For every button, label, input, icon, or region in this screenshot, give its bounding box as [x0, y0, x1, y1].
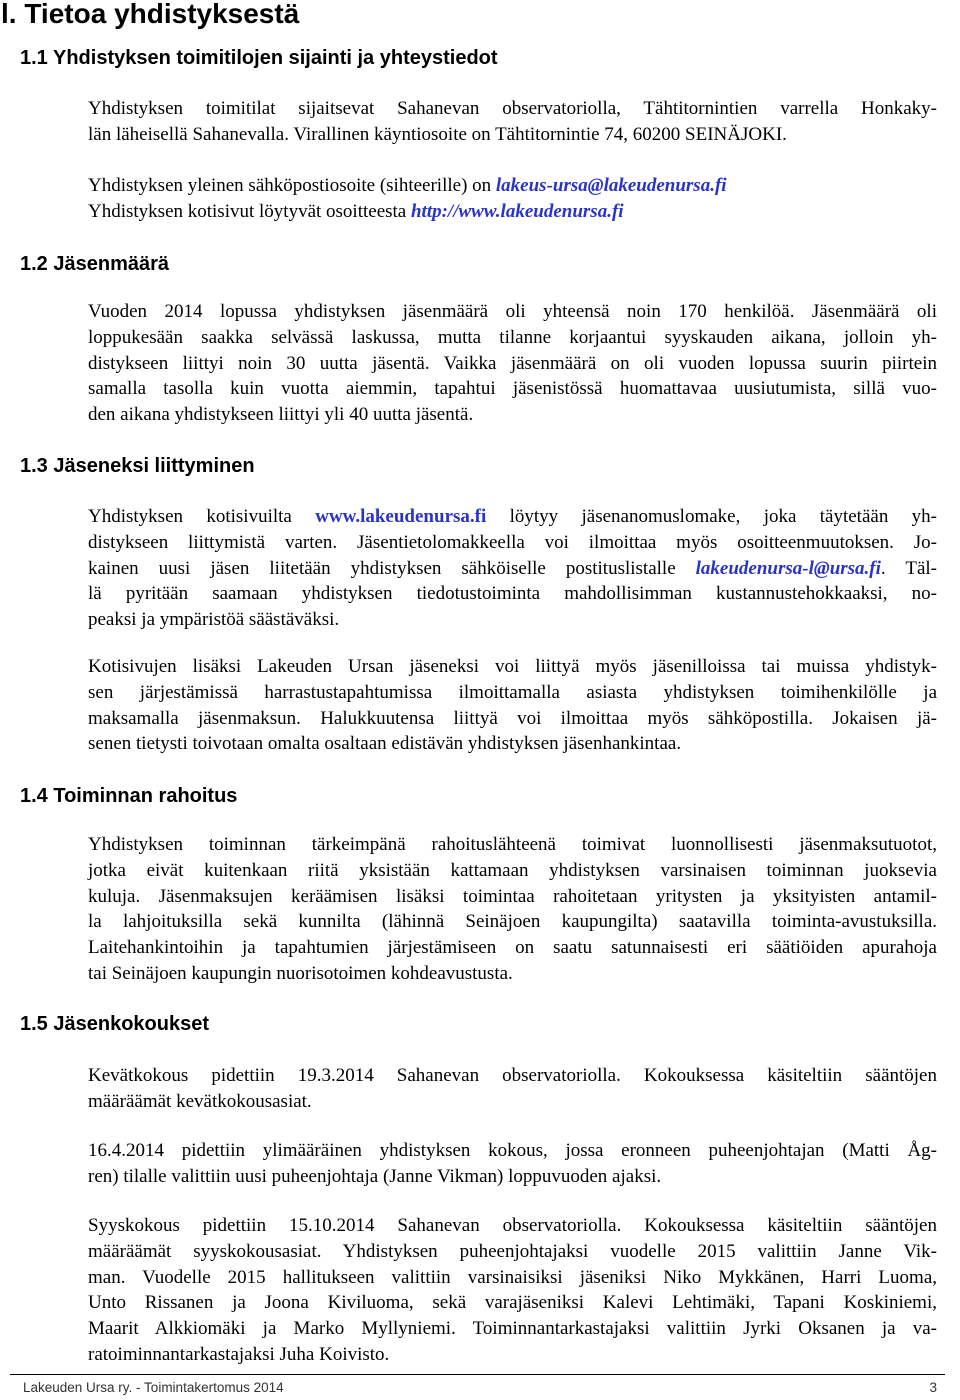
text-fragment: kainen uusi jäsen liitetään yhdistyksen sähköiselle postituslistalle — [88, 557, 676, 579]
heading-1-1: 1.1 Yhdistyksen toimitilojen sijainti ja yhteystiedot — [20, 47, 498, 69]
text-line: ratoiminnantarkastajaksi Juha Koivisto. — [88, 1343, 390, 1365]
text-line: distykseen liittyi noin 30 uutta jäsentä. Vaikka jäsenmäärä on oli vuoden lopussa suurin piirtein — [88, 352, 937, 374]
page-title: l. Tietoa yhdistyksestä — [1, 0, 300, 29]
text-line: Yhdistyksen toimitilat sijaitsevat Sahanevan observatoriolla, Tähtitornintien varrella Honkaky- — [88, 98, 937, 119]
text-line: ren) tilalle valittiin uusi puheenjohtaja (Janne Vikman) loppuvuoden ajaksi. — [88, 1165, 662, 1187]
s1-paragraph-location — [88, 96, 937, 148]
text-line: distykseen liittymistä varten. Jäsentietolomakkeella voi ilmoittaa myös osoitteenmuutoksen. Jo- — [88, 531, 937, 553]
heading-1-5: 1.5 Jäsenkokoukset — [20, 1013, 209, 1035]
text-line — [88, 504, 937, 530]
s5-paragraph-3 — [88, 1213, 937, 1368]
text-line: määräämät syyskokousasiat. Yhdistyksen puheenjohtajaksi vuodelle 2015 valittiin Janne Vik- — [88, 1240, 937, 1262]
web-label: Yhdistyksen kotisivut löytyvät osoitteesta — [88, 200, 407, 222]
page-number: 3 — [929, 1380, 937, 1395]
text-line: man. Vuodelle 2015 hallitukseen valittiin varsinaisiksi jäseniksi Niko Mykkänen, Harri Luoma, — [88, 1266, 937, 1288]
web-line — [88, 199, 937, 225]
text-line: kuluja. Jäsenmaksujen keräämisen lisäksi toimintaa rahoitetaan yritysten ja yksityisten antamil- — [88, 885, 937, 907]
footer-title: Lakeuden Ursa ry. - Toimintakertomus 2014 — [23, 1380, 284, 1395]
text-line: samalla tasolla kuin vuotta aiemmin, tapahtui jäsenistössä huomattavaa uusiutumista, sillä vuo- — [88, 378, 937, 400]
text-line: den aikana yhdistykseen liittyi yli 40 uutta jäsentä. — [88, 404, 474, 426]
s1-paragraph-contacts — [88, 173, 937, 225]
heading-1-4: 1.4 Toiminnan rahoitus — [20, 785, 238, 807]
text-line: Syyskokous pidettiin 15.10.2014 Sahanevan observatoriolla. Kokouksessa käsiteltiin sääntöjen — [88, 1215, 937, 1236]
mailing-list-link[interactable]: lakeudenursa-l@ursa.fi — [695, 557, 881, 579]
text-line: Vuoden 2014 lopussa yhdistyksen jäsenmäärä oli yhteensä noin 170 henkilöä. Jäsenmäärä oli — [88, 301, 937, 322]
email-label: Yhdistyksen yleinen sähköpostiosoite (sihteerille) on — [88, 175, 492, 196]
text-line: loppukesään saakka selvässä laskussa, mutta tilanne korjaantui syyskauden aikana, jolloin yh- — [88, 326, 937, 348]
heading-1-2: 1.2 Jäsenmäärä — [20, 253, 170, 275]
text-line: sen järjestämissä harrastustapahtumissa ilmoittamalla asiasta yhdistyksen toimihenkilölle ja — [88, 681, 937, 703]
s3-paragraph-2 — [88, 654, 937, 757]
s5-paragraph-2 — [88, 1138, 937, 1190]
text-line: Laitehankintoihin ja tapahtumien järjestämiseen on saatu satunnaisesti eri säätiöiden apurahoja — [88, 937, 937, 959]
text-line: lä pyritään saamaan yhdistyksen tiedotustoiminta mahdollisimman kustannustehokkaaksi, no- — [88, 583, 937, 605]
text-line — [88, 556, 937, 582]
text-line: määräämät kevätkokousasiat. — [88, 1090, 312, 1112]
s2-paragraph — [88, 299, 937, 428]
text-line: peaksi ja ympäristöä säästäväksi. — [88, 609, 340, 631]
footer-divider — [10, 1374, 945, 1375]
s4-paragraph — [88, 832, 937, 987]
text-fragment: Yhdistyksen kotisivuilta — [88, 506, 292, 527]
text-line: Yhdistyksen toiminnan tärkeimpänä rahoituslähteenä toimivat luonnollisesti jäsenmaksutuotot, — [88, 834, 937, 855]
heading-1-3: 1.3 Jäseneksi liittyminen — [20, 455, 255, 477]
website-link[interactable]: www.lakeudenursa.fi — [315, 506, 487, 527]
email-line — [88, 173, 937, 199]
text-line: jotka eivät kuitenkaan riitä yksistään kattamaan yhdistyksen varsinaisen toiminnan juoksevia — [88, 859, 937, 881]
text-line: tai Seinäjoen kaupungin nuorisotoimen kohdeavustusta. — [88, 962, 513, 984]
text-line: Unto Rissanen ja Joona Kiviluoma, sekä varajäseniksi Kalevi Lehtimäki, Tapani Koskiniemi, — [88, 1292, 937, 1314]
text-line: län läheisellä Sahanevalla. Virallinen käyntiosoite on Tähtitornintie 74, 60200 SEINÄJOKI. — [88, 123, 787, 145]
text-line: la lahjoituksilla sekä kunnilta (lähinnä Seinäjoen kaupungilta) saatavilla toiminta-avustuksilla. — [88, 911, 937, 933]
text-line: Kevätkokous pidettiin 19.3.2014 Sahanevan observatoriolla. Kokouksessa käsiteltiin sääntöjen — [88, 1065, 937, 1086]
text-line: Maarit Alkkiomäki ja Marko Myllyniemi. Toiminnantarkastajaksi valittiin Jyrki Oksanen ja va- — [88, 1318, 937, 1340]
s5-paragraph-1 — [88, 1063, 937, 1115]
text-line: maksamalla jäsenmaksun. Halukkuutensa liittyä voi ilmoittaa myös sähköpostilla. Jokaisen jä- — [88, 707, 937, 729]
text-line: 16.4.2014 pidettiin ylimääräinen yhdistyksen kokous, jossa eronneen puheenjohtajan (Matti Åg- — [88, 1140, 937, 1161]
website-link[interactable]: http://www.lakeudenursa.fi — [410, 200, 624, 222]
text-fragment: . Täl- — [880, 557, 937, 579]
text-line: senen tietysti toivotaan omalta osaltaan edistävän yhdistyksen jäsenhankintaa. — [88, 733, 682, 755]
email-link[interactable]: lakeus-ursa@lakeudenursa.fi — [495, 175, 727, 196]
s3-paragraph-1 — [88, 504, 937, 633]
text-line: Kotisivujen lisäksi Lakeuden Ursan jäseneksi voi liittyä myös jäsenilloissa tai muissa yhdistyk- — [88, 656, 937, 677]
text-fragment: löytyy jäsenanomuslomake, joka täytetään yh- — [509, 506, 938, 527]
